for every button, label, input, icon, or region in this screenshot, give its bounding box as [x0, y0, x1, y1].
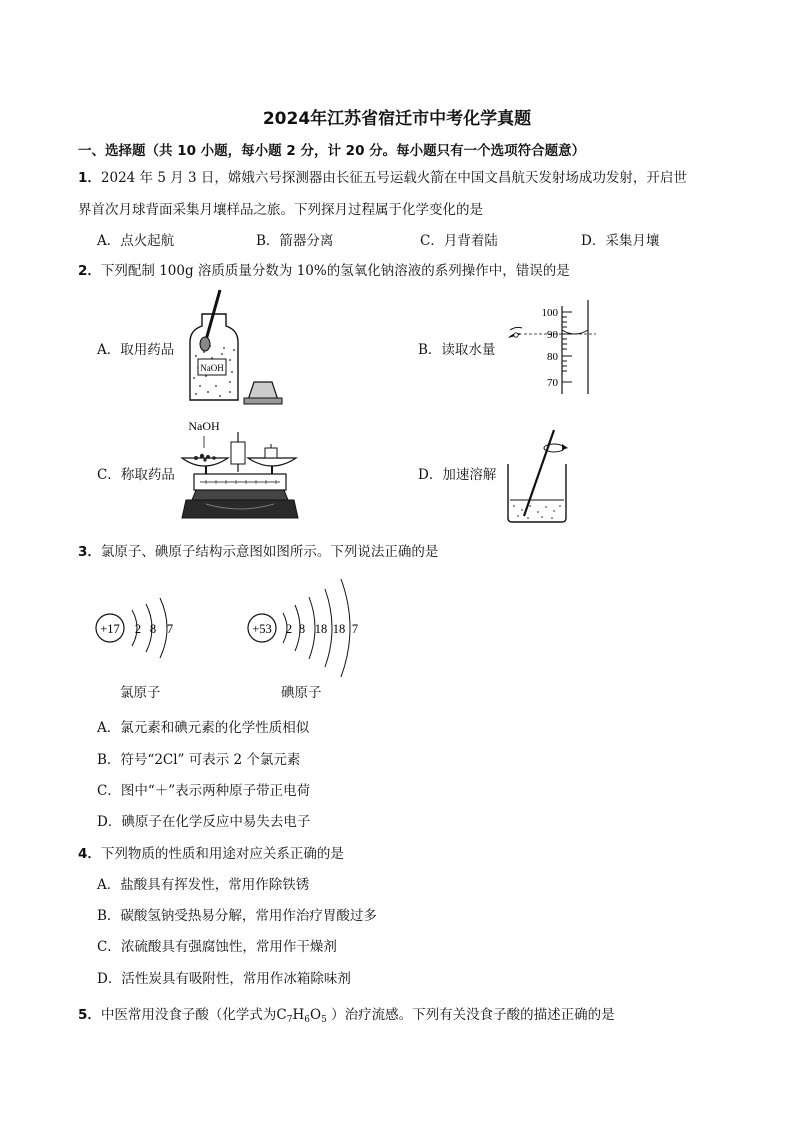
question-text: 氯原子、碘原子结构示意图如图所示。下列说法正确的是: [100, 544, 439, 560]
tick-label: 70: [547, 377, 558, 389]
option-b: B．碳酸氢钠受热易分解，常用作治疗胃酸过多: [97, 908, 377, 924]
question-number: 5．: [78, 1007, 101, 1023]
option-a: A．氯元素和碘元素的化学性质相似: [97, 720, 310, 736]
question-1-line-1: [78, 166, 687, 186]
page-title: 2024年江苏省宿迁市中考化学真题: [262, 109, 532, 129]
question-2-stem: [78, 259, 570, 279]
question-5-stem: [78, 1003, 615, 1025]
question-number: 1．: [78, 170, 101, 186]
option-b: B．符号“2Cl” 可表示 2 个氯元素: [97, 752, 301, 768]
question-number: 3．: [78, 544, 101, 560]
question-number: 2．: [78, 263, 101, 279]
reagent-bottle-figure: [176, 286, 286, 408]
shell-electrons: 7: [351, 622, 359, 636]
option-a: A．点火起航: [97, 233, 175, 249]
chlorine-atom-label: 氯原子: [120, 685, 161, 701]
option-c: C．浓硫酸具有强腐蚀性，常用作干燥剂: [97, 939, 337, 955]
option-a: A．盐酸具有挥发性，常用作除铁锈: [97, 877, 310, 893]
question-text: 中医常用没食子酸（化学式为: [100, 1007, 277, 1023]
question-text: 下列配制 100g 溶质质量分数为 10%的氢氧化钠溶液的系列操作中，错误的是: [100, 263, 570, 279]
balance-figure: [176, 414, 301, 526]
option-a: A．取用药品: [97, 342, 175, 358]
question-text: ）治疗流感。下列有关没食子酸的描述正确的是: [326, 1007, 615, 1023]
option-c: C．称取药品: [97, 467, 175, 483]
tick-label: 90: [547, 329, 558, 341]
option-c: C．月背着陆: [420, 233, 498, 249]
shell-electrons: 7: [166, 622, 174, 636]
question-3-stem: [78, 540, 438, 560]
iodine-atom-label: 碘原子: [281, 685, 322, 701]
bottle-label: NaOH: [200, 363, 224, 373]
question-text: 下列物质的性质和用途对应关系正确的是: [100, 846, 344, 862]
question-4-stem: [78, 842, 344, 862]
shell-electrons: 8: [149, 622, 157, 636]
option-b: B．读取水量: [418, 342, 496, 358]
option-d: D．采集月壤: [581, 233, 660, 249]
chlorine-atom-diagram: [94, 590, 194, 670]
question-1-line-2: 界首次月球背面采集月壤样品之旅。下列探月过程属于化学变化的是: [78, 202, 483, 218]
shell-electrons: 18: [332, 622, 346, 636]
option-d: D．活性炭具有吸附性，常用作冰箱除味剂: [97, 971, 351, 987]
section-heading: 一、选择题（共 10 小题，每小题 2 分，计 20 分。每小题只有一个选项符合题意）: [78, 143, 586, 159]
measuring-cylinder-figure: [500, 298, 605, 398]
nucleus-charge: +53: [252, 622, 272, 636]
nucleus-charge: +17: [100, 622, 120, 636]
option-b: B．箭器分离: [256, 233, 334, 249]
option-d: D．碘原子在化学反应中易失去电子: [97, 814, 311, 830]
option-c: C．图中“＋”表示两种原子带正电荷: [97, 783, 311, 799]
beaker-figure: [500, 414, 580, 526]
tick-label: 80: [547, 351, 558, 363]
shell-electrons: 2: [285, 622, 293, 636]
balance-label: NaOH: [188, 419, 220, 433]
question-text: 2024 年 5 月 3 日，嫦娥六号探测器由长征五号运载火箭在中国文昌航天发射场成功发射，开启世: [100, 170, 687, 186]
iodine-atom-diagram: [245, 575, 370, 685]
option-d: D．加速溶解: [418, 467, 497, 483]
shell-electrons: 8: [298, 622, 306, 636]
tick-label: 100: [541, 307, 558, 319]
chemical-formula: $C_7H_6O_5$: [276, 1007, 327, 1025]
shell-electrons: 18: [314, 622, 328, 636]
shell-electrons: 2: [134, 622, 142, 636]
question-number: 4．: [78, 846, 101, 862]
